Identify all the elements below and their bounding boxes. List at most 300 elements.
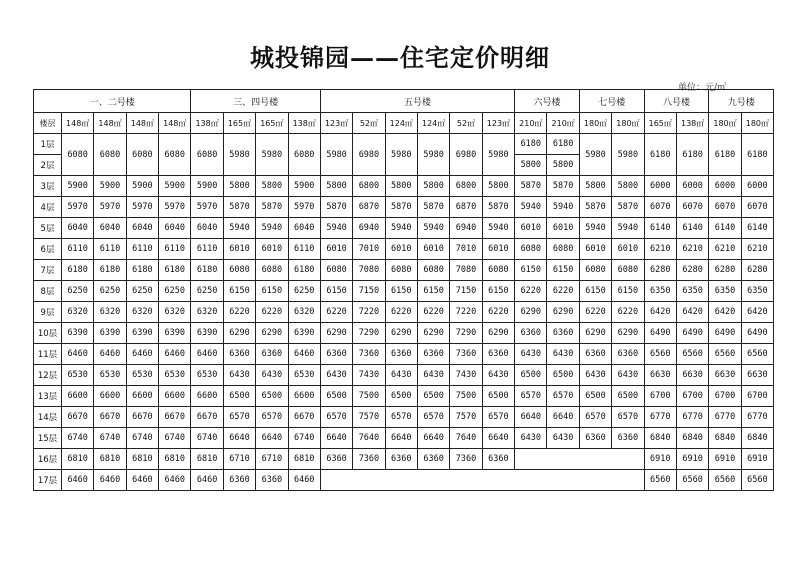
area-cell: 138㎡: [191, 113, 223, 134]
price-cell: 6870: [353, 197, 385, 218]
area-cell: 148㎡: [62, 113, 94, 134]
price-cell: 5980: [385, 134, 417, 176]
price-cell: 6430: [579, 365, 611, 386]
price-cell: 6630: [709, 365, 741, 386]
price-cell: 6460: [126, 344, 158, 365]
price-cell: 6210: [709, 239, 741, 260]
price-cell: 5970: [191, 197, 223, 218]
price-cell: 5800: [256, 176, 288, 197]
price-cell: 5980: [579, 134, 611, 176]
price-cell: 6710: [256, 449, 288, 470]
price-cell: 6840: [644, 428, 676, 449]
table-row: [34, 239, 774, 260]
floor-label: 2层: [34, 155, 62, 176]
floor-label: 14层: [34, 407, 62, 428]
price-cell: 6670: [288, 407, 320, 428]
price-cell: 6710: [223, 449, 255, 470]
price-cell: 5800: [547, 155, 579, 176]
price-cell: 5870: [547, 176, 579, 197]
floor-label: 1层: [34, 134, 62, 155]
price-cell: 6010: [417, 239, 449, 260]
price-cell: 6570: [547, 386, 579, 407]
price-cell: 6290: [482, 323, 514, 344]
price-cell: 6360: [547, 323, 579, 344]
price-cell: 5800: [320, 176, 352, 197]
price-cell: 5800: [612, 176, 644, 197]
price-cell: 6360: [579, 428, 611, 449]
price-cell: 5940: [547, 197, 579, 218]
price-cell: 6500: [482, 386, 514, 407]
price-cell: 6530: [288, 365, 320, 386]
price-cell: 7570: [450, 407, 482, 428]
price-cell: 6210: [676, 239, 708, 260]
price-cell: 7220: [450, 302, 482, 323]
price-cell: 7290: [450, 323, 482, 344]
price-cell: 6350: [676, 281, 708, 302]
price-cell: 6500: [385, 386, 417, 407]
price-cell: 5970: [94, 197, 126, 218]
price-cell: 6500: [223, 386, 255, 407]
price-cell: 6080: [256, 260, 288, 281]
price-cell: 6630: [676, 365, 708, 386]
price-cell: 6840: [676, 428, 708, 449]
price-cell: 5980: [320, 134, 352, 176]
price-cell: 6600: [62, 386, 94, 407]
area-cell: 148㎡: [126, 113, 158, 134]
price-cell: 6010: [579, 239, 611, 260]
floor-label: 16层: [34, 449, 62, 470]
price-cell: 6810: [288, 449, 320, 470]
price-cell: 6810: [62, 449, 94, 470]
price-cell: 6080: [612, 260, 644, 281]
price-cell: 5870: [482, 197, 514, 218]
price-cell: 6150: [547, 260, 579, 281]
price-cell: 6140: [676, 218, 708, 239]
price-cell: 5870: [385, 197, 417, 218]
price-cell: 5980: [612, 134, 644, 176]
price-cell: 7360: [353, 344, 385, 365]
price-cell: 6640: [482, 428, 514, 449]
price-cell: 6910: [741, 449, 773, 470]
price-cell: 6980: [353, 134, 385, 176]
price-cell: 6180: [159, 260, 191, 281]
price-cell: 6290: [547, 302, 579, 323]
price-cell: 6180: [676, 134, 708, 176]
price-cell: 6460: [191, 470, 223, 491]
price-cell: 6770: [676, 407, 708, 428]
price-cell: 5900: [62, 176, 94, 197]
price-cell: 5980: [417, 134, 449, 176]
price-cell: 6390: [159, 323, 191, 344]
price-cell: 6500: [320, 386, 352, 407]
price-cell: 6040: [62, 218, 94, 239]
floor-label: 11层: [34, 344, 62, 365]
price-cell: 6290: [579, 323, 611, 344]
price-cell: 6320: [159, 302, 191, 323]
price-cell: 6220: [612, 302, 644, 323]
area-cell: 123㎡: [320, 113, 352, 134]
price-cell: 6360: [256, 344, 288, 365]
price-cell: 6460: [94, 470, 126, 491]
price-cell: 6800: [353, 176, 385, 197]
area-cell: 180㎡: [579, 113, 611, 134]
price-cell: 6600: [94, 386, 126, 407]
price-cell: 6290: [385, 323, 417, 344]
price-cell: 7640: [450, 428, 482, 449]
price-cell: 6220: [482, 302, 514, 323]
area-cell: 123㎡: [482, 113, 514, 134]
price-cell: 6250: [288, 281, 320, 302]
price-cell: 6040: [94, 218, 126, 239]
price-cell: 6770: [644, 407, 676, 428]
price-cell: 6430: [515, 428, 547, 449]
table-row: [34, 134, 774, 155]
price-cell: 6430: [385, 365, 417, 386]
price-cell: 6220: [417, 302, 449, 323]
price-cell: 6280: [676, 260, 708, 281]
price-cell: 6220: [579, 302, 611, 323]
price-cell: 6080: [579, 260, 611, 281]
price-cell: 6010: [515, 218, 547, 239]
price-table: [33, 89, 774, 491]
price-cell: 6840: [709, 428, 741, 449]
price-cell: 6670: [126, 407, 158, 428]
area-cell: 180㎡: [709, 113, 741, 134]
price-cell: 6670: [159, 407, 191, 428]
price-cell: 6910: [709, 449, 741, 470]
price-cell: 6570: [579, 407, 611, 428]
price-cell: 6110: [126, 239, 158, 260]
price-cell: 6080: [515, 239, 547, 260]
price-cell: 6320: [126, 302, 158, 323]
price-cell: 5980: [223, 134, 255, 176]
price-cell: 6770: [709, 407, 741, 428]
price-cell: 5870: [256, 197, 288, 218]
price-cell: 6220: [385, 302, 417, 323]
price-cell: 7430: [353, 365, 385, 386]
page-title: 城投锦园——住宅定价明细: [250, 43, 550, 72]
price-cell: 6360: [320, 449, 352, 470]
blank-cell: [515, 449, 644, 470]
price-cell: 6360: [223, 470, 255, 491]
price-cell: 5980: [256, 134, 288, 176]
building-header: 三、四号楼: [191, 90, 320, 113]
price-cell: 6530: [94, 365, 126, 386]
price-cell: 6530: [191, 365, 223, 386]
price-cell: 5870: [612, 197, 644, 218]
price-cell: 6010: [256, 239, 288, 260]
price-cell: 6080: [417, 260, 449, 281]
price-cell: 6320: [62, 302, 94, 323]
price-cell: 5970: [126, 197, 158, 218]
price-cell: 6110: [62, 239, 94, 260]
price-cell: 6150: [612, 281, 644, 302]
price-cell: 7360: [450, 449, 482, 470]
floor-label: 9层: [34, 302, 62, 323]
price-cell: 6640: [417, 428, 449, 449]
price-cell: 6080: [482, 260, 514, 281]
area-cell: 148㎡: [94, 113, 126, 134]
area-cell: 180㎡: [741, 113, 773, 134]
price-cell: 6670: [62, 407, 94, 428]
price-cell: 6940: [353, 218, 385, 239]
price-cell: 6460: [62, 344, 94, 365]
price-cell: 6600: [288, 386, 320, 407]
floor-label: 17层: [34, 470, 62, 491]
table-row: [34, 407, 774, 428]
area-cell: 138㎡: [288, 113, 320, 134]
building-header: 一、二号楼: [34, 90, 191, 113]
price-cell: 6460: [159, 470, 191, 491]
price-cell: 6560: [709, 344, 741, 365]
price-cell: 6360: [612, 428, 644, 449]
price-cell: 6080: [126, 134, 158, 176]
price-cell: 6280: [709, 260, 741, 281]
price-cell: 6150: [482, 281, 514, 302]
price-cell: 6000: [709, 176, 741, 197]
price-cell: 6560: [741, 344, 773, 365]
price-cell: 6600: [126, 386, 158, 407]
price-cell: 6290: [223, 323, 255, 344]
price-cell: 6360: [515, 323, 547, 344]
price-cell: 7220: [353, 302, 385, 323]
price-cell: 6180: [126, 260, 158, 281]
floor-label: 5层: [34, 218, 62, 239]
price-cell: 5940: [223, 218, 255, 239]
table-row: [34, 197, 774, 218]
table-row: [34, 176, 774, 197]
price-cell: 6010: [385, 239, 417, 260]
price-cell: 6870: [450, 197, 482, 218]
price-cell: 6140: [741, 218, 773, 239]
price-cell: 6040: [159, 218, 191, 239]
floor-label: 8层: [34, 281, 62, 302]
price-cell: 6640: [385, 428, 417, 449]
price-cell: 6560: [741, 470, 773, 491]
price-cell: 6180: [515, 134, 547, 155]
price-cell: 6080: [288, 134, 320, 176]
price-cell: 6080: [94, 134, 126, 176]
price-cell: 6570: [223, 407, 255, 428]
price-cell: 6940: [450, 218, 482, 239]
price-cell: 6570: [417, 407, 449, 428]
price-cell: 6360: [385, 344, 417, 365]
price-cell: 6560: [644, 470, 676, 491]
price-cell: 5800: [385, 176, 417, 197]
price-cell: 6080: [159, 134, 191, 176]
price-cell: 6000: [741, 176, 773, 197]
price-cell: 6360: [256, 470, 288, 491]
price-cell: 6220: [515, 281, 547, 302]
price-cell: 6700: [709, 386, 741, 407]
price-cell: 6360: [385, 449, 417, 470]
price-cell: 6460: [94, 344, 126, 365]
price-cell: 6430: [612, 365, 644, 386]
price-cell: 6640: [256, 428, 288, 449]
price-cell: 6740: [191, 428, 223, 449]
price-cell: 6110: [288, 239, 320, 260]
price-cell: 6430: [547, 428, 579, 449]
price-cell: 6740: [94, 428, 126, 449]
price-cell: 6180: [191, 260, 223, 281]
price-cell: 5900: [94, 176, 126, 197]
price-cell: 6070: [644, 197, 676, 218]
price-cell: 6980: [450, 134, 482, 176]
price-cell: 5940: [417, 218, 449, 239]
price-cell: 6290: [515, 302, 547, 323]
price-cell: 6560: [676, 470, 708, 491]
table-row: [34, 365, 774, 386]
price-cell: 6290: [320, 323, 352, 344]
price-cell: 6490: [741, 323, 773, 344]
price-cell: 6360: [320, 344, 352, 365]
floor-label: 15层: [34, 428, 62, 449]
price-cell: 5940: [256, 218, 288, 239]
price-cell: 6700: [676, 386, 708, 407]
price-cell: 5940: [612, 218, 644, 239]
floor-label: 12层: [34, 365, 62, 386]
price-cell: 6180: [94, 260, 126, 281]
price-cell: 5940: [482, 218, 514, 239]
table-row: [34, 281, 774, 302]
price-cell: 6210: [644, 239, 676, 260]
price-cell: 6460: [62, 470, 94, 491]
price-cell: 6360: [612, 344, 644, 365]
price-cell: 6360: [579, 344, 611, 365]
price-cell: 6560: [644, 344, 676, 365]
price-cell: 6290: [417, 323, 449, 344]
price-cell: 6360: [482, 449, 514, 470]
price-cell: 6210: [741, 239, 773, 260]
floor-label: 13层: [34, 386, 62, 407]
price-cell: 6530: [159, 365, 191, 386]
floor-label: 3层: [34, 176, 62, 197]
price-cell: 6220: [320, 302, 352, 323]
price-cell: 5800: [515, 155, 547, 176]
area-cell: 165㎡: [223, 113, 255, 134]
price-cell: 6430: [482, 365, 514, 386]
price-cell: 6570: [515, 386, 547, 407]
price-cell: 6570: [385, 407, 417, 428]
price-cell: 6010: [547, 218, 579, 239]
price-cell: 6390: [62, 323, 94, 344]
building-header: 七号楼: [579, 90, 644, 113]
price-cell: 6390: [126, 323, 158, 344]
table-row: [34, 302, 774, 323]
price-cell: 6500: [417, 386, 449, 407]
price-cell: 6740: [126, 428, 158, 449]
area-cell: 124㎡: [385, 113, 417, 134]
price-cell: 6600: [159, 386, 191, 407]
price-cell: 5800: [482, 176, 514, 197]
price-cell: 6910: [644, 449, 676, 470]
price-cell: 6810: [191, 449, 223, 470]
area-cell: 165㎡: [256, 113, 288, 134]
table-row: [34, 344, 774, 365]
price-cell: 7360: [353, 449, 385, 470]
price-cell: 5800: [579, 176, 611, 197]
area-cell: 210㎡: [547, 113, 579, 134]
price-cell: 6250: [126, 281, 158, 302]
price-cell: 6000: [676, 176, 708, 197]
price-cell: 7080: [450, 260, 482, 281]
price-cell: 7010: [353, 239, 385, 260]
table-row: [34, 428, 774, 449]
price-cell: 6150: [223, 281, 255, 302]
price-cell: 6740: [288, 428, 320, 449]
price-cell: 6490: [644, 323, 676, 344]
price-cell: 6250: [159, 281, 191, 302]
table-row: [34, 449, 774, 470]
price-cell: 6220: [547, 281, 579, 302]
price-cell: 6220: [223, 302, 255, 323]
price-cell: 6640: [547, 407, 579, 428]
price-cell: 6320: [94, 302, 126, 323]
price-cell: 6840: [741, 428, 773, 449]
price-cell: 5940: [515, 197, 547, 218]
price-cell: 5940: [579, 218, 611, 239]
price-cell: 6290: [612, 323, 644, 344]
price-cell: 6800: [450, 176, 482, 197]
price-cell: 6430: [417, 365, 449, 386]
price-cell: 5800: [417, 176, 449, 197]
price-cell: 5970: [288, 197, 320, 218]
price-cell: 6180: [62, 260, 94, 281]
price-cell: 6670: [191, 407, 223, 428]
area-cell: 52㎡: [353, 113, 385, 134]
price-cell: 6460: [288, 470, 320, 491]
floor-header: 楼层: [34, 113, 62, 134]
table-row: [34, 218, 774, 239]
price-cell: 5900: [159, 176, 191, 197]
price-cell: 6530: [62, 365, 94, 386]
price-cell: 6460: [126, 470, 158, 491]
area-cell: 165㎡: [644, 113, 676, 134]
price-cell: 6350: [709, 281, 741, 302]
area-cell: 138㎡: [676, 113, 708, 134]
price-cell: 5900: [126, 176, 158, 197]
price-cell: 6640: [320, 428, 352, 449]
price-cell: 6700: [644, 386, 676, 407]
price-cell: 6250: [94, 281, 126, 302]
price-cell: 6740: [159, 428, 191, 449]
price-cell: 6350: [644, 281, 676, 302]
price-cell: 6430: [223, 365, 255, 386]
price-cell: 6140: [644, 218, 676, 239]
blank-cell: [320, 470, 644, 491]
price-cell: 6080: [223, 260, 255, 281]
price-cell: 7010: [450, 239, 482, 260]
price-cell: 6080: [320, 260, 352, 281]
price-cell: 6420: [741, 302, 773, 323]
price-cell: 6570: [320, 407, 352, 428]
price-cell: 6070: [741, 197, 773, 218]
price-cell: 7360: [450, 344, 482, 365]
price-cell: 6150: [417, 281, 449, 302]
area-cell: 210㎡: [515, 113, 547, 134]
price-cell: 7080: [353, 260, 385, 281]
price-cell: 6430: [320, 365, 352, 386]
price-cell: 6180: [644, 134, 676, 176]
building-header: 九号楼: [709, 90, 774, 113]
price-cell: 7430: [450, 365, 482, 386]
price-cell: 6640: [223, 428, 255, 449]
price-cell: 6280: [741, 260, 773, 281]
price-cell: 6570: [612, 407, 644, 428]
floor-label: 4层: [34, 197, 62, 218]
price-cell: 6150: [320, 281, 352, 302]
price-cell: 6110: [159, 239, 191, 260]
